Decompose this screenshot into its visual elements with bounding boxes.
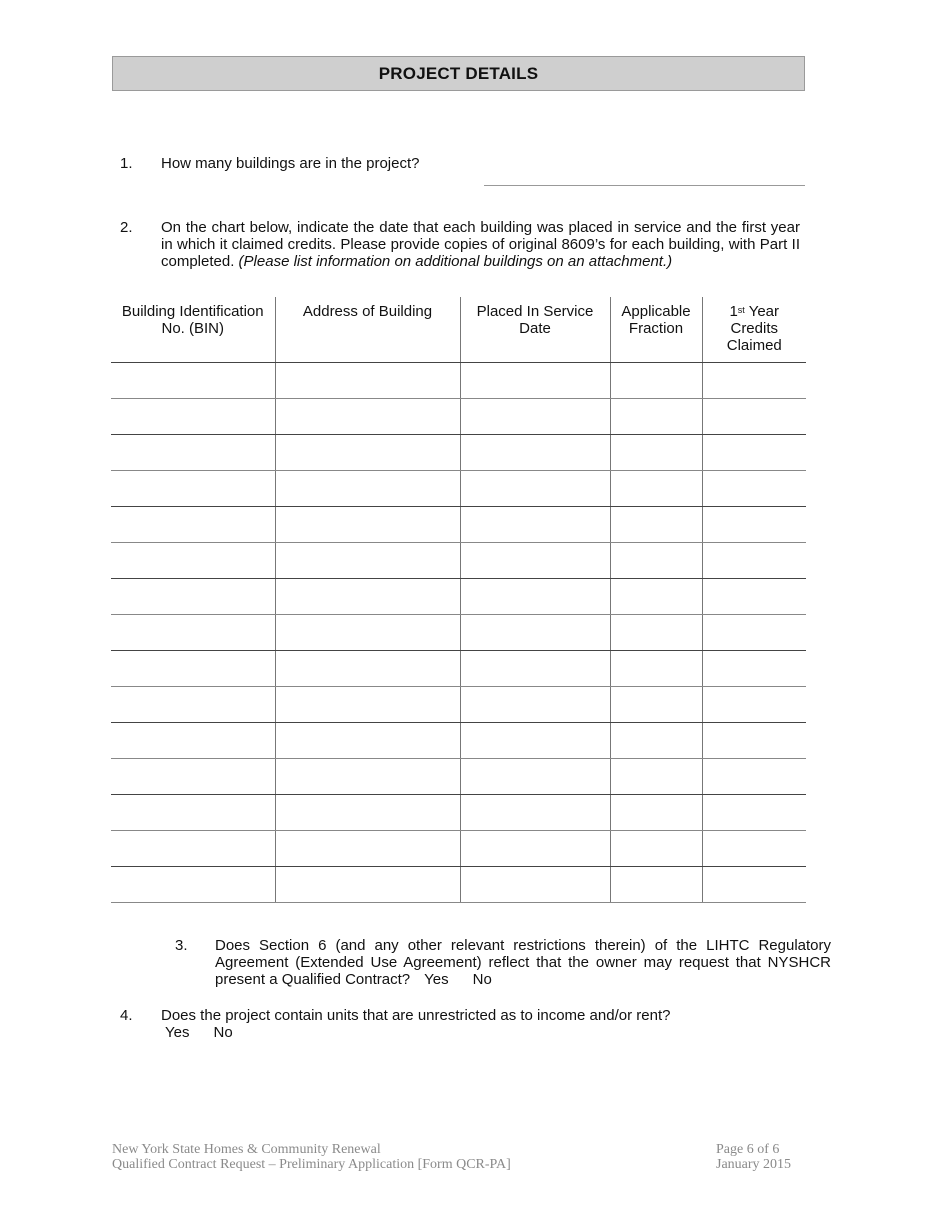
question-4-text: Does the project contain units that are unrestricted as to income and/or rent? [161,1007,671,1024]
placed-in-service-cell[interactable] [460,651,610,687]
bin-cell[interactable] [111,399,275,435]
first-year-credits-cell[interactable] [702,795,806,831]
applicable-fraction-cell[interactable] [610,579,702,615]
placed-in-service-cell[interactable] [460,399,610,435]
bin-cell[interactable] [111,579,275,615]
applicable-fraction-cell[interactable] [610,687,702,723]
table-row [111,615,806,651]
address-cell[interactable] [275,399,460,435]
bin-cell[interactable] [111,795,275,831]
address-cell[interactable] [275,507,460,543]
applicable-fraction-cell[interactable] [610,831,702,867]
question-2-text: On the chart below, indicate the date that each building was placed in service and the first year in which it claimed credits. Please provide copies of original 8609’s for each building, with Part II completed. [161,219,800,270]
applicable-fraction-cell[interactable] [610,867,702,903]
bin-cell[interactable] [111,831,275,867]
col-header-applicable-fraction: Applicable Fraction [610,297,702,363]
address-cell[interactable] [275,615,460,651]
bin-cell[interactable] [111,723,275,759]
table-row [111,687,806,723]
question-2-note: (Please list information on additional buildings on an attachment.) [238,253,673,270]
placed-in-service-cell[interactable] [460,867,610,903]
first-year-credits-cell[interactable] [702,435,806,471]
first-year-credits-cell[interactable] [702,687,806,723]
address-cell[interactable] [275,471,460,507]
applicable-fraction-cell[interactable] [610,435,702,471]
first-year-credits-cell[interactable] [702,399,806,435]
applicable-fraction-cell[interactable] [610,615,702,651]
first-year-credits-cell[interactable] [702,831,806,867]
first-year-credits-cell[interactable] [702,723,806,759]
table-row [111,435,806,471]
address-cell[interactable] [275,363,460,399]
bin-cell[interactable] [111,759,275,795]
first-year-credits-cell[interactable] [702,651,806,687]
placed-in-service-cell[interactable] [460,759,610,795]
placed-in-service-cell[interactable] [460,687,610,723]
question-1-text: How many buildings are in the project? [161,155,420,172]
question-3-number: 3. [175,937,188,954]
address-cell[interactable] [275,867,460,903]
building-count-field[interactable] [484,185,805,186]
placed-in-service-cell[interactable] [460,507,610,543]
first-year-credits-cell[interactable] [702,615,806,651]
question-2-number: 2. [120,219,133,236]
placed-in-service-cell[interactable] [460,795,610,831]
table-row [111,723,806,759]
bin-cell[interactable] [111,543,275,579]
bin-cell[interactable] [111,615,275,651]
bin-cell[interactable] [111,651,275,687]
placed-in-service-cell[interactable] [460,471,610,507]
applicable-fraction-cell[interactable] [610,507,702,543]
first-year-credits-cell[interactable] [702,867,806,903]
first-year-credits-cell[interactable] [702,579,806,615]
bin-cell[interactable] [111,867,275,903]
placed-in-service-cell[interactable] [460,435,610,471]
question-4 [120,1007,820,1041]
bin-cell[interactable] [111,687,275,723]
table-row [111,831,806,867]
table-row [111,579,806,615]
placed-in-service-cell[interactable] [460,831,610,867]
footer-form-name: Qualified Contract Request – Preliminary Application [Form QCR-PA] [112,1157,511,1172]
address-cell[interactable] [275,687,460,723]
question-4-no-option[interactable]: No [213,1024,233,1041]
address-cell[interactable] [275,651,460,687]
applicable-fraction-cell[interactable] [610,759,702,795]
question-4-yes-option[interactable]: Yes [165,1024,190,1041]
col-header-placed-in-service: Placed In Service Date [460,297,610,363]
table-row [111,471,806,507]
placed-in-service-cell[interactable] [460,615,610,651]
footer-right [716,1142,791,1172]
first-year-credits-cell[interactable] [702,543,806,579]
placed-in-service-cell[interactable] [460,723,610,759]
question-2 [120,219,800,270]
question-1-number: 1. [120,155,133,172]
footer-page-number: Page 6 of 6 [716,1142,780,1157]
bin-cell[interactable] [111,435,275,471]
section-header: PROJECT DETAILS [112,56,805,91]
applicable-fraction-cell[interactable] [610,543,702,579]
table-row [111,759,806,795]
applicable-fraction-cell[interactable] [610,795,702,831]
col-header-address: Address of Building [275,297,460,363]
placed-in-service-cell[interactable] [460,363,610,399]
question-3 [175,937,831,988]
applicable-fraction-cell[interactable] [610,363,702,399]
applicable-fraction-cell[interactable] [610,651,702,687]
footer-left [112,1142,511,1172]
question-4-number: 4. [120,1007,133,1024]
first-year-credits-cell[interactable] [702,363,806,399]
address-cell[interactable] [275,795,460,831]
placed-in-service-cell[interactable] [460,543,610,579]
table-header-row [111,297,806,363]
table-row [111,651,806,687]
building-table [111,297,806,903]
applicable-fraction-cell[interactable] [610,399,702,435]
bin-cell[interactable] [111,363,275,399]
question-3-text: Does Section 6 (and any other relevant restrictions therein) of the LIHTC Regulatory Agreement (Extended Use Agreement) reflect that the owner may request that NYSHCR present a Qualified Contract? [215,937,831,988]
footer-org: New York State Homes & Community Renewal [112,1142,381,1157]
address-cell[interactable] [275,579,460,615]
footer-date: January 2015 [716,1157,792,1172]
address-cell[interactable] [275,723,460,759]
question-3-no-option[interactable]: No [472,971,492,988]
table-row [111,399,806,435]
table-row [111,867,806,903]
table-row [111,507,806,543]
address-cell[interactable] [275,435,460,471]
placed-in-service-cell[interactable] [460,579,610,615]
first-year-credits-cell[interactable] [702,471,806,507]
col-header-first-year-credits: 1st Year Credits Claimed [702,297,806,363]
bin-cell[interactable] [111,507,275,543]
table-row [111,363,806,399]
address-cell[interactable] [275,831,460,867]
address-cell[interactable] [275,759,460,795]
table-row [111,795,806,831]
address-cell[interactable] [275,543,460,579]
applicable-fraction-cell[interactable] [610,471,702,507]
col-header-bin: Building Identification No. (BIN) [111,297,275,363]
applicable-fraction-cell[interactable] [610,723,702,759]
table-row [111,543,806,579]
first-year-credits-cell[interactable] [702,759,806,795]
first-year-credits-cell[interactable] [702,507,806,543]
bin-cell[interactable] [111,471,275,507]
question-3-yes-option[interactable]: Yes [424,971,449,988]
